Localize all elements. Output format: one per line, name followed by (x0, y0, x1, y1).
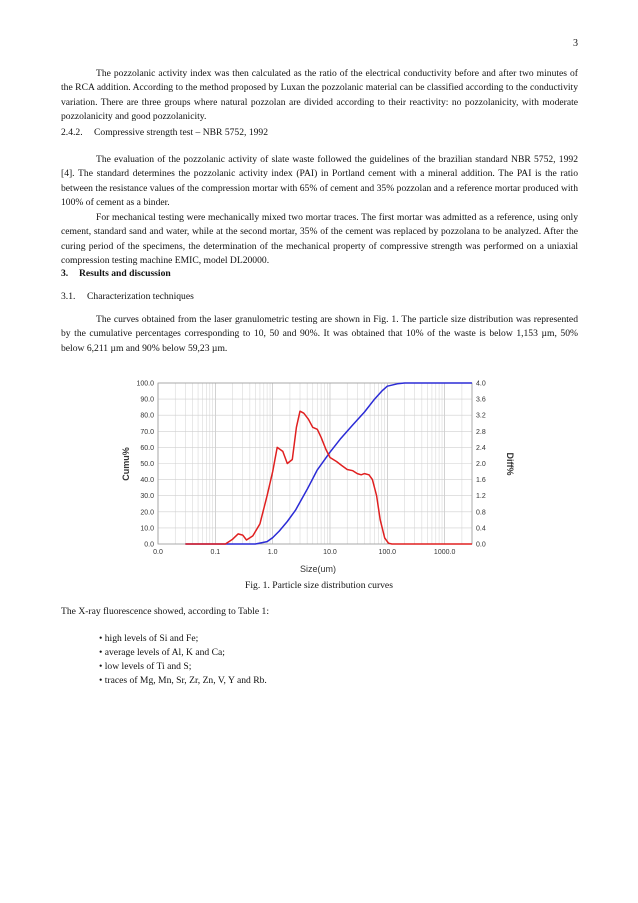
y2-tick-label: 2.8 (476, 428, 486, 436)
x-axis-label: Size(um) (299, 564, 337, 574)
list-item: • traces of Mg, Mn, Sr, Zr, Zn, V, Y and Rb. (99, 675, 267, 686)
y2-tick-label: 2.0 (476, 461, 486, 468)
grid-layer (158, 383, 472, 544)
x-tick-label: 0.1 (210, 549, 221, 556)
particle-size-chart (118, 372, 518, 576)
y2-tick-label: 0.0 (476, 541, 486, 549)
y-tick-label: 100.0 (136, 380, 154, 388)
y2-axis-label: Diff% (505, 452, 515, 476)
section-heading-3 (61, 267, 171, 281)
section-heading-2-4-2 (61, 126, 268, 140)
y-tick-label: 50.0 (140, 461, 154, 468)
y2-tick-label: 1.2 (476, 493, 486, 501)
y-axis-label: Cumu% (121, 447, 131, 481)
y2-tick-label: 3.2 (476, 412, 486, 420)
section-title: Characterization techniques (87, 291, 194, 302)
paragraph-xrf: The X-ray fluorescence showed, according to Table 1: (61, 606, 269, 617)
y-tick-label: 70.0 (140, 428, 154, 436)
y2-tick-label: 4.0 (476, 380, 486, 388)
page-number: 3 (573, 38, 578, 49)
section-number: 3. (61, 268, 69, 279)
xrf-bullet-list (99, 632, 267, 688)
section-number: 2.4.2. (61, 127, 83, 138)
y2-tick-label: 1.6 (476, 477, 486, 485)
particle-size-chart-svg (118, 372, 518, 576)
list-item: • high levels of Si and Fe; (99, 633, 199, 644)
y2-tick-label: 2.4 (476, 444, 486, 452)
y2-tick-label: 3.6 (476, 396, 486, 404)
tick-label-layer (136, 381, 485, 557)
section-number: 3.1. (61, 291, 76, 302)
y-tick-label: 80.0 (140, 412, 154, 420)
y2-tick-label: 0.8 (476, 509, 486, 517)
x-tick-label: 0.0 (153, 549, 163, 556)
y-tick-label: 30.0 (140, 493, 154, 501)
figure-caption: Fig. 1. Particle size distribution curves (245, 580, 393, 591)
x-tick-label: 1.0 (267, 549, 278, 556)
paragraph-granulometry: The curves obtained from the laser granulometric testing are shown in Fig. 1. The particle size distribution was represented by the cumulative percentages corresponding to 10, 50 and 90%. It was obtained that 10% of the waste is below 1,153 µm, 50% below 6,211 µm and 90% below 59,23 µm. (61, 314, 578, 354)
x-tick-label: 100.0 (378, 549, 397, 556)
x-tick-label: 10.0 (323, 549, 337, 556)
y-tick-label: 20.0 (140, 509, 154, 517)
section-title: Results and discussion (79, 268, 171, 279)
list-item: • average levels of Al, K and Ca; (99, 647, 225, 658)
y-tick-label: 0.0 (144, 541, 154, 549)
section-heading-3-1 (61, 290, 194, 304)
y-tick-label: 10.0 (140, 525, 154, 533)
y-tick-label: 60.0 (140, 444, 154, 452)
y-tick-label: 40.0 (140, 477, 154, 485)
y-tick-label: 90.0 (140, 396, 154, 404)
list-item: • low levels of Ti and S; (99, 661, 192, 672)
paragraph-nbr-standard: The evaluation of the pozzolanic activity of slate waste followed the guidelines of the brazilian standard NBR 5752, 1992 [4]. The standard determines the pozzolanic activity index (PAI) in Portland cement with a mineral addition. The PAI is the ratio between the resistance values of the compression mortar with 65% of cement and 35% pozzolan and a reference mortar produced with 100% of cement as a binder. (61, 154, 578, 209)
x-tick-label: 1000.0 (433, 549, 456, 556)
paragraph-pozzolanic-index: The pozzolanic activity index was then calculated as the ratio of the electrical conductivity before and after two minutes of the RCA addition. According to the method proposed by Luxan the pozzolanic material can be classified according to the conductivity variation. There are three groups where natural pozzolan are divided according to their reactivity: no pozzolanicity, with moderate pozzolanicity and good pozzolanicity. (61, 68, 578, 123)
section-title: Compressive strength test – NBR 5752, 1992 (94, 127, 269, 138)
y2-tick-label: 0.4 (476, 525, 486, 533)
paragraph-mechanical-testing: For mechanical testing were mechanically mixed two mortar traces. The first mortar was admitted as a reference, using only cement, standard sand and water, while at the second mortar, 35% of the cement was replaced by pozzolana to be analyzed. After the curing period of the specimens, the determination of the mechanical property of compressive strength was performed on a uniaxial compression testing machine EMIC, model DL20000. (61, 212, 578, 267)
